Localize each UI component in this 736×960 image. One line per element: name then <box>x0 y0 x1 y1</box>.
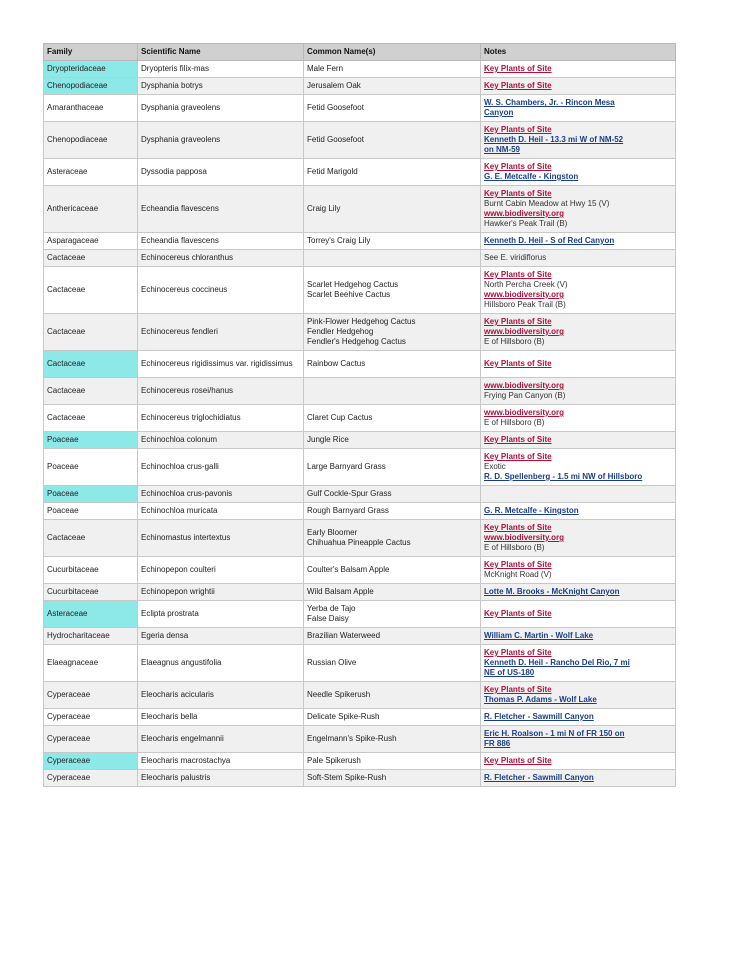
family-cell: Cucurbitaceae <box>44 557 138 584</box>
common-name-cell <box>304 557 481 584</box>
common-name-cell <box>304 233 481 250</box>
common-name-cell <box>304 503 481 520</box>
header-notes: Notes <box>481 44 676 61</box>
family-cell: Anthericaceae <box>44 186 138 233</box>
family-cell: Poaceae <box>44 503 138 520</box>
common-name-cell <box>304 584 481 601</box>
family-cell: Cactaceae <box>44 351 138 378</box>
note-link[interactable]: Key Plants of Site <box>484 81 552 90</box>
family-cell: Poaceae <box>44 486 138 503</box>
note-link[interactable]: Key Plants of Site <box>484 189 552 198</box>
family-cell: Cyperaceae <box>44 753 138 770</box>
common-name: Fendler's Hedgehog Cactus <box>307 337 406 346</box>
notes-cell <box>481 726 676 753</box>
common-name-cell <box>304 250 481 267</box>
table-row <box>44 709 676 726</box>
note-link[interactable]: Key Plants of Site <box>484 685 552 694</box>
note-link[interactable]: Key Plants of Site <box>484 435 552 444</box>
note-link[interactable]: Key Plants of Site <box>484 125 552 134</box>
note-text: Hawker's Peak Trail (B) <box>484 219 568 228</box>
family-cell: Cactaceae <box>44 520 138 557</box>
family-cell: Elaeagnaceae <box>44 645 138 682</box>
note-link[interactable]: Kenneth D. Heil - Rancho Del Rio, 7 mi <box>484 658 630 667</box>
note-text: Hillsboro Peak Trail (B) <box>484 300 566 309</box>
common-name: Large Barnyard Grass <box>307 462 386 471</box>
notes-cell <box>481 314 676 351</box>
common-name-cell <box>304 122 481 159</box>
table-row <box>44 250 676 267</box>
table-row <box>44 753 676 770</box>
notes-cell <box>481 159 676 186</box>
header-common-names: Common Name(s) <box>304 44 481 61</box>
note-text: Exotic <box>484 462 506 471</box>
table-row <box>44 314 676 351</box>
common-name-cell <box>304 753 481 770</box>
table-row <box>44 503 676 520</box>
note-link[interactable]: G. R. Metcalfe - Kingston <box>484 506 579 515</box>
notes-cell <box>481 95 676 122</box>
scientific-name-cell: Echinocereus fendleri <box>138 314 304 351</box>
note-link[interactable]: Lotte M. Brooks - McKnight Canyon <box>484 587 620 596</box>
notes-cell <box>481 645 676 682</box>
notes-cell <box>481 557 676 584</box>
common-name-cell <box>304 645 481 682</box>
note-link[interactable]: Key Plants of Site <box>484 756 552 765</box>
table-row <box>44 351 676 378</box>
common-name: Coulter's Balsam Apple <box>307 565 390 574</box>
notes-cell <box>481 351 676 378</box>
table-row <box>44 726 676 753</box>
table-row <box>44 628 676 645</box>
note-link[interactable]: www.biodiversity.org <box>484 533 565 542</box>
scientific-name-cell: Eleocharis engelmannii <box>138 726 304 753</box>
note-link[interactable]: William C. Martin - Wolf Lake <box>484 631 594 640</box>
family-cell: Dryopteridaceae <box>44 61 138 78</box>
family-cell: Cyperaceae <box>44 726 138 753</box>
common-name: Torrey's Craig Lily <box>307 236 371 245</box>
common-name: Early Bloomer <box>307 528 358 537</box>
note-link[interactable]: www.biodiversity.org <box>484 408 565 417</box>
note-link[interactable]: Kenneth D. Heil - S of Red Canyon <box>484 236 615 245</box>
plants-table <box>43 43 676 787</box>
note-link[interactable]: Key Plants of Site <box>484 452 552 461</box>
scientific-name-cell: Echeandia flavescens <box>138 186 304 233</box>
scientific-name-cell: Echinochloa colonum <box>138 432 304 449</box>
table-row <box>44 159 676 186</box>
table-row <box>44 78 676 95</box>
note-text: See E. viridiflorus <box>484 253 547 262</box>
common-name-cell <box>304 726 481 753</box>
common-name-cell <box>304 61 481 78</box>
note-link[interactable]: on NM-59 <box>484 145 520 154</box>
note-text: E of Hillsboro (B) <box>484 337 545 346</box>
notes-cell <box>481 250 676 267</box>
common-name: Delicate Spike-Rush <box>307 712 380 721</box>
notes-cell <box>481 601 676 628</box>
notes-cell <box>481 267 676 314</box>
common-name: Fendler Hedgehog <box>307 327 374 336</box>
notes-cell <box>481 628 676 645</box>
note-link[interactable]: R. Fletcher - Sawmill Canyon <box>484 773 594 782</box>
family-cell: Chenopodiaceae <box>44 78 138 95</box>
note-link[interactable]: W. S. Chambers, Jr. - Rincon Mesa <box>484 98 615 107</box>
table-row <box>44 95 676 122</box>
common-name: Jerusalem Oak <box>307 81 361 90</box>
common-name: Brazilian Waterweed <box>307 631 381 640</box>
notes-cell <box>481 503 676 520</box>
scientific-name-cell: Echinochloa crus-pavonis <box>138 486 304 503</box>
common-name: Needle Spikerush <box>307 690 371 699</box>
common-name: Fetid Goosefoot <box>307 103 364 112</box>
family-cell: Asparagaceae <box>44 233 138 250</box>
table-row <box>44 432 676 449</box>
common-name-cell <box>304 770 481 787</box>
family-cell: Poaceae <box>44 432 138 449</box>
notes-cell <box>481 78 676 95</box>
scientific-name-cell: Eleocharis acicularis <box>138 682 304 709</box>
common-name: Russian Olive <box>307 658 357 667</box>
table-row <box>44 584 676 601</box>
table-row <box>44 267 676 314</box>
notes-cell <box>481 520 676 557</box>
scientific-name-cell: Eleocharis macrostachya <box>138 753 304 770</box>
table-row <box>44 601 676 628</box>
note-link[interactable]: Key Plants of Site <box>484 648 552 657</box>
note-link[interactable]: www.biodiversity.org <box>484 381 565 390</box>
common-name-cell <box>304 432 481 449</box>
common-name: Wild Balsam Apple <box>307 587 374 596</box>
note-link[interactable]: www.biodiversity.org <box>484 327 565 336</box>
scientific-name-cell: Dysphania botrys <box>138 78 304 95</box>
common-name: Soft-Stem Spike-Rush <box>307 773 387 782</box>
family-cell: Cucurbitaceae <box>44 584 138 601</box>
scientific-name-cell: Echinocereus coccineus <box>138 267 304 314</box>
common-name: Scarlet Beehive Cactus <box>307 290 391 299</box>
common-name: False Daisy <box>307 614 349 623</box>
scientific-name-cell: Echinochloa crus-galli <box>138 449 304 486</box>
common-name-cell <box>304 78 481 95</box>
scientific-name-cell: Echeandia flavescens <box>138 233 304 250</box>
table-row <box>44 122 676 159</box>
common-name: Pale Spikerush <box>307 756 361 765</box>
note-link[interactable]: www.biodiversity.org <box>484 290 565 299</box>
notes-cell <box>481 770 676 787</box>
table-row <box>44 520 676 557</box>
common-name: Fetid Goosefoot <box>307 135 364 144</box>
notes-cell <box>481 709 676 726</box>
scientific-name-cell: Dysphania graveolens <box>138 122 304 159</box>
family-cell: Cyperaceae <box>44 682 138 709</box>
notes-cell <box>481 449 676 486</box>
notes-cell <box>481 753 676 770</box>
table-row <box>44 61 676 78</box>
common-name: Claret Cup Cactus <box>307 413 373 422</box>
notes-cell <box>481 584 676 601</box>
common-name: Scarlet Hedgehog Cactus <box>307 280 399 289</box>
family-cell: Cactaceae <box>44 250 138 267</box>
note-text: E of Hillsboro (B) <box>484 543 545 552</box>
family-cell: Chenopodiaceae <box>44 122 138 159</box>
table-row <box>44 557 676 584</box>
common-name: Pink-Flower Hedgehog Cactus <box>307 317 416 326</box>
common-name: Jungle Rice <box>307 435 349 444</box>
notes-cell <box>481 122 676 159</box>
common-name: Fetid Marigold <box>307 167 358 176</box>
notes-cell <box>481 233 676 250</box>
note-text: McKnight Road (V) <box>484 570 552 579</box>
family-cell: Cyperaceae <box>44 709 138 726</box>
common-name-cell <box>304 601 481 628</box>
scientific-name-cell: Echinochloa muricata <box>138 503 304 520</box>
note-link[interactable]: Key Plants of Site <box>484 523 552 532</box>
common-name-cell <box>304 405 481 432</box>
common-name: Engelmann's Spike-Rush <box>307 734 397 743</box>
common-name: Male Fern <box>307 64 344 73</box>
note-text: E of Hillsboro (B) <box>484 418 545 427</box>
note-link[interactable]: Key Plants of Site <box>484 609 552 618</box>
common-name-cell <box>304 449 481 486</box>
notes-cell <box>481 682 676 709</box>
common-name-cell <box>304 709 481 726</box>
notes-cell <box>481 486 676 503</box>
family-cell: Poaceae <box>44 449 138 486</box>
notes-cell <box>481 405 676 432</box>
table-row <box>44 682 676 709</box>
table-row <box>44 770 676 787</box>
table-row <box>44 645 676 682</box>
table-row <box>44 486 676 503</box>
note-link[interactable]: Key Plants of Site <box>484 64 552 73</box>
table-row <box>44 449 676 486</box>
family-cell: Asteraceae <box>44 601 138 628</box>
common-name: Rough Barnyard Grass <box>307 506 389 515</box>
table-row <box>44 378 676 405</box>
common-name: Craig Lily <box>307 204 341 213</box>
scientific-name-cell: Dyssodia papposa <box>138 159 304 186</box>
scientific-name-cell: Eleocharis bella <box>138 709 304 726</box>
note-link[interactable]: Key Plants of Site <box>484 317 552 326</box>
note-link[interactable]: Thomas P. Adams - Wolf Lake <box>484 695 597 704</box>
common-name-cell <box>304 486 481 503</box>
header-family: Family <box>44 44 138 61</box>
note-link[interactable]: Canyon <box>484 108 514 117</box>
header-row <box>44 44 676 61</box>
note-link[interactable]: www.biodiversity.org <box>484 209 565 218</box>
note-text: North Percha Creek (V) <box>484 280 568 289</box>
note-link[interactable]: G. E. Metcalfe - Kingston <box>484 172 579 181</box>
scientific-name-cell: Egeria densa <box>138 628 304 645</box>
scientific-name-cell: Echinopepon coulteri <box>138 557 304 584</box>
family-cell: Hydrocharitaceae <box>44 628 138 645</box>
scientific-name-cell: Echinocereus rosei/hanus <box>138 378 304 405</box>
common-name-cell <box>304 378 481 405</box>
common-name: Gulf Cockle-Spur Grass <box>307 489 392 498</box>
scientific-name-cell: Eclipta prostrata <box>138 601 304 628</box>
common-name-cell <box>304 267 481 314</box>
note-link[interactable]: Kenneth D. Heil - 13.3 mi W of NM-52 <box>484 135 624 144</box>
family-cell: Asteraceae <box>44 159 138 186</box>
common-name-cell <box>304 628 481 645</box>
common-name-cell <box>304 95 481 122</box>
scientific-name-cell: Echinomastus intertextus <box>138 520 304 557</box>
scientific-name-cell: Eleocharis palustris <box>138 770 304 787</box>
note-link[interactable]: FR 886 <box>484 739 511 748</box>
table-row <box>44 233 676 250</box>
common-name-cell <box>304 682 481 709</box>
header-scientific-name: Scientific Name <box>138 44 304 61</box>
note-link[interactable]: Key Plants of Site <box>484 270 552 279</box>
table-row <box>44 186 676 233</box>
family-cell: Cactaceae <box>44 314 138 351</box>
note-text: Burnt Cabin Meadow at Hwy 15 (V) <box>484 199 610 208</box>
scientific-name-cell: Dysphania graveolens <box>138 95 304 122</box>
family-cell: Cyperaceae <box>44 770 138 787</box>
common-name-cell <box>304 314 481 351</box>
family-cell: Cactaceae <box>44 405 138 432</box>
note-link[interactable]: R. D. Spellenberg - 1.5 mi NW of Hillsboro <box>484 472 643 481</box>
scientific-name-cell: Echinopepon wrightii <box>138 584 304 601</box>
note-link[interactable]: Eric H. Roalson - 1 mi N of FR 150 on <box>484 729 625 738</box>
note-link[interactable]: Key Plants of Site <box>484 560 552 569</box>
scientific-name-cell: Dryopteris filix-mas <box>138 61 304 78</box>
common-name-cell <box>304 186 481 233</box>
scientific-name-cell: Echinocereus triglochidiatus <box>138 405 304 432</box>
common-name-cell <box>304 351 481 378</box>
table-row <box>44 405 676 432</box>
note-link[interactable]: Key Plants of Site <box>484 359 552 368</box>
family-cell: Cactaceae <box>44 267 138 314</box>
notes-cell <box>481 378 676 405</box>
notes-cell <box>481 432 676 449</box>
common-name: Yerba de Tajo <box>307 604 356 613</box>
note-link[interactable]: Key Plants of Site <box>484 162 552 171</box>
note-link[interactable]: NE of US-180 <box>484 668 535 677</box>
note-link[interactable]: R. Fletcher - Sawmill Canyon <box>484 712 594 721</box>
note-text: Frying Pan Canyon (B) <box>484 391 566 400</box>
notes-cell <box>481 186 676 233</box>
common-name-cell <box>304 520 481 557</box>
scientific-name-cell: Elaeagnus angustifolia <box>138 645 304 682</box>
scientific-name-cell: Echinocereus chloranthus <box>138 250 304 267</box>
family-cell: Amaranthaceae <box>44 95 138 122</box>
family-cell: Cactaceae <box>44 378 138 405</box>
scientific-name-cell: Echinocereus rigidissimus var. rigidissimus <box>138 351 304 378</box>
common-name: Chihuahua Pineapple Cactus <box>307 538 411 547</box>
common-name-cell <box>304 159 481 186</box>
notes-cell <box>481 61 676 78</box>
common-name: Rainbow Cactus <box>307 359 366 368</box>
